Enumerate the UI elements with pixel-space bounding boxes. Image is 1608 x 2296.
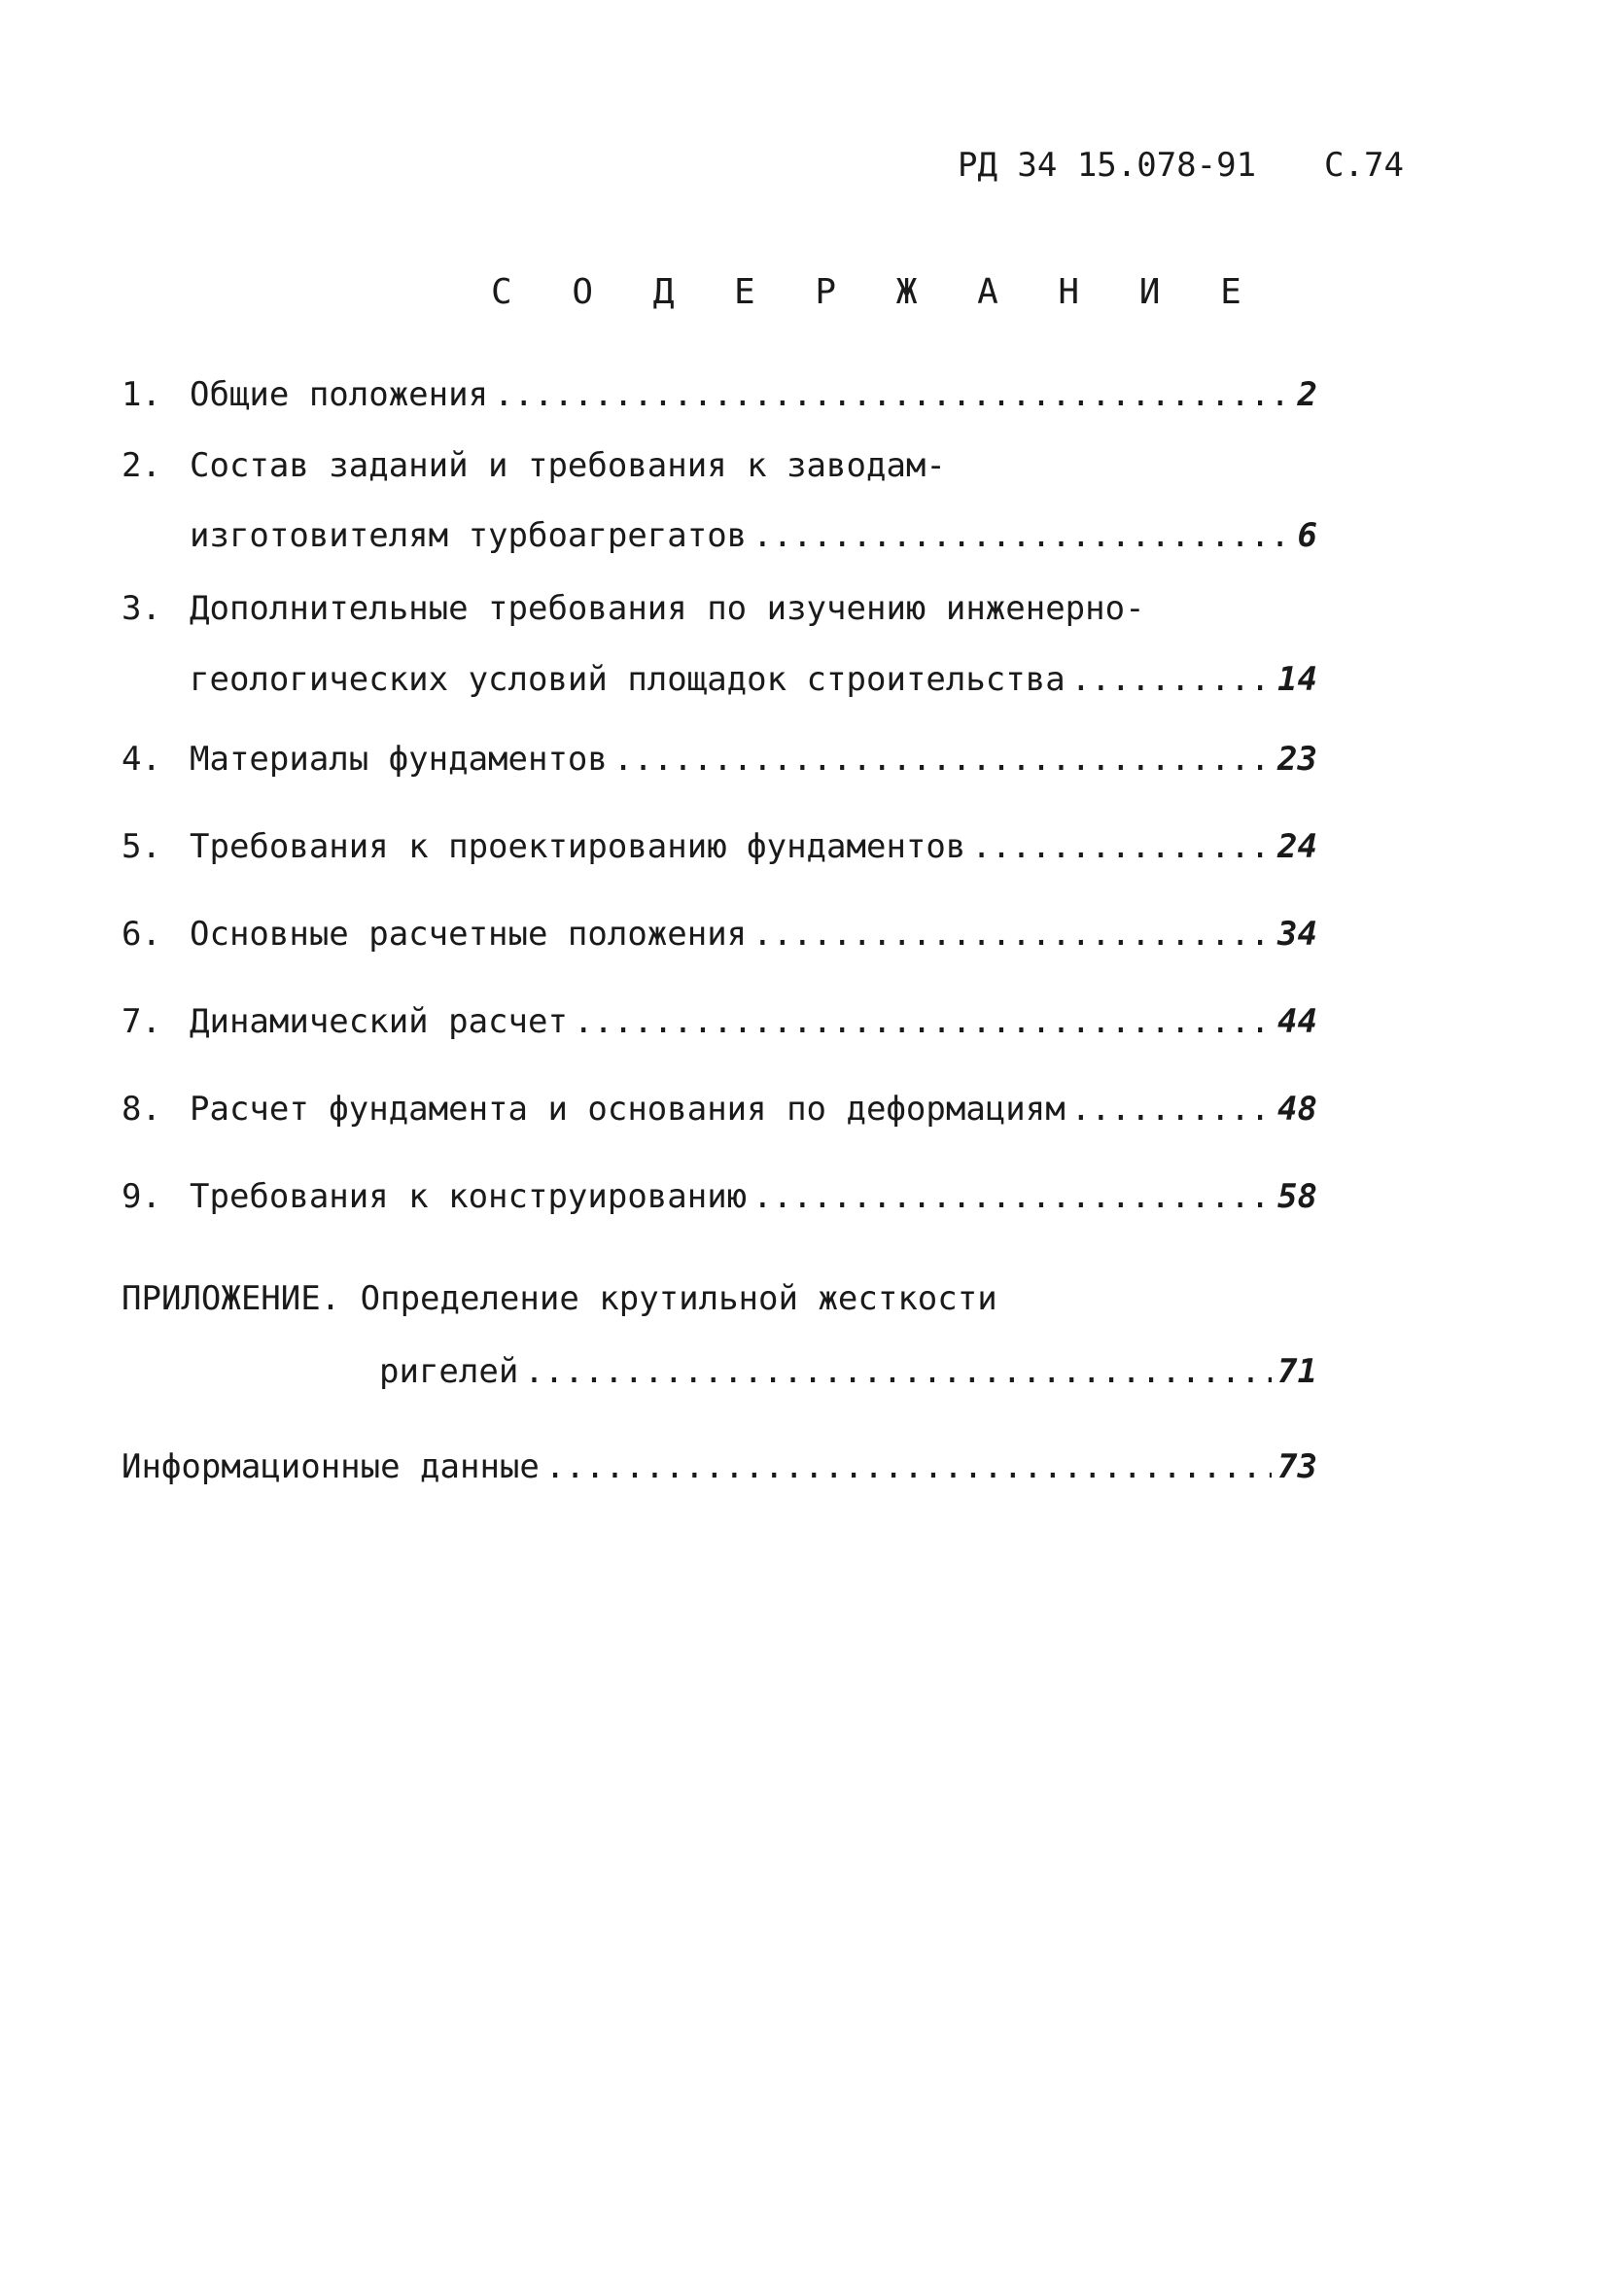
toc-entry	[122, 374, 1317, 415]
dot-leader	[1071, 1089, 1272, 1130]
toc-entry-continuation	[190, 659, 1317, 700]
toc-entry-number: 2.	[122, 446, 161, 485]
toc-title: С О Д Е Р Ж А Н И Е	[491, 272, 1261, 312]
toc-entry-title: Требования к проектированию фундаментов	[190, 827, 966, 866]
toc-entry-number: 3.	[122, 589, 161, 628]
toc-entry-title: Расчет фундамента и основания по деформациям	[190, 1090, 1066, 1129]
appendix-entry-continuation	[379, 1351, 1317, 1392]
toc-entry-page: 6	[1297, 516, 1317, 555]
dot-leader	[971, 826, 1272, 867]
toc-entry-title: Требования к конструированию	[190, 1177, 748, 1216]
toc-entry-page: 34	[1277, 915, 1317, 954]
toc-entry-number: 9.	[122, 1177, 161, 1216]
toc-entry	[122, 739, 1317, 780]
appendix-title-cont: ригелей	[379, 1352, 519, 1391]
dot-leader	[545, 1446, 1272, 1487]
toc-entry-title: Дополнительные требования по изучению инженерно-	[190, 589, 1145, 628]
toc-entry-page: 24	[1277, 827, 1317, 866]
toc-entry-page: 48	[1277, 1090, 1317, 1129]
dot-leader	[494, 374, 1291, 415]
dot-leader	[752, 914, 1272, 955]
toc-entry-continuation	[190, 515, 1317, 556]
dot-leader	[613, 739, 1272, 780]
appendix-page: 71	[1277, 1352, 1317, 1391]
toc-entry	[122, 588, 1317, 629]
toc-entry-number: 1.	[122, 375, 161, 414]
dot-leader	[1071, 659, 1272, 700]
dot-leader	[524, 1351, 1272, 1392]
toc-entry	[122, 1176, 1317, 1217]
document-code: РД 34 15.078-91	[958, 146, 1257, 185]
toc-entry-title: Материалы фундаментов	[190, 740, 608, 779]
toc-entry-title: Общие положения	[190, 375, 489, 414]
toc-entry-title-cont: геологических условий площадок строительства	[190, 660, 1066, 699]
toc-entry-title: Динамический расчет	[190, 1002, 568, 1041]
toc-entry-number: 6.	[122, 915, 161, 954]
document-header	[958, 146, 1404, 185]
dot-leader	[752, 1176, 1272, 1217]
toc-entry-page: 23	[1277, 740, 1317, 779]
toc-entry	[122, 914, 1317, 955]
info-title: Информационные данные	[122, 1447, 540, 1486]
toc-entry-number: 5.	[122, 827, 161, 866]
toc-entry	[122, 1001, 1317, 1042]
toc-entry-page: 44	[1277, 1002, 1317, 1041]
toc-entry-title-cont: изготовителям турбоагрегатов	[190, 516, 748, 555]
toc-entry-number: 8.	[122, 1090, 161, 1129]
page-number: С.74	[1324, 146, 1404, 185]
dot-leader	[752, 515, 1291, 556]
toc-entry	[122, 1089, 1317, 1130]
toc-entry	[122, 826, 1317, 867]
toc-entry-title: Основные расчетные положения	[190, 915, 748, 954]
dot-leader	[574, 1001, 1272, 1042]
toc-entry-page: 2	[1297, 375, 1317, 414]
info-entry	[122, 1446, 1317, 1487]
toc-entry-number: 4.	[122, 740, 161, 779]
toc-entry-number: 7.	[122, 1002, 161, 1041]
info-page: 73	[1277, 1447, 1317, 1486]
toc-entry	[122, 445, 1317, 486]
toc-entry-title: Состав заданий и требования к заводам-	[190, 446, 946, 485]
appendix-title: ПРИЛОЖЕНИЕ. Определение крутильной жесткости	[122, 1279, 997, 1318]
toc-entry-page: 58	[1277, 1177, 1317, 1216]
toc-entry-page: 14	[1277, 660, 1317, 699]
